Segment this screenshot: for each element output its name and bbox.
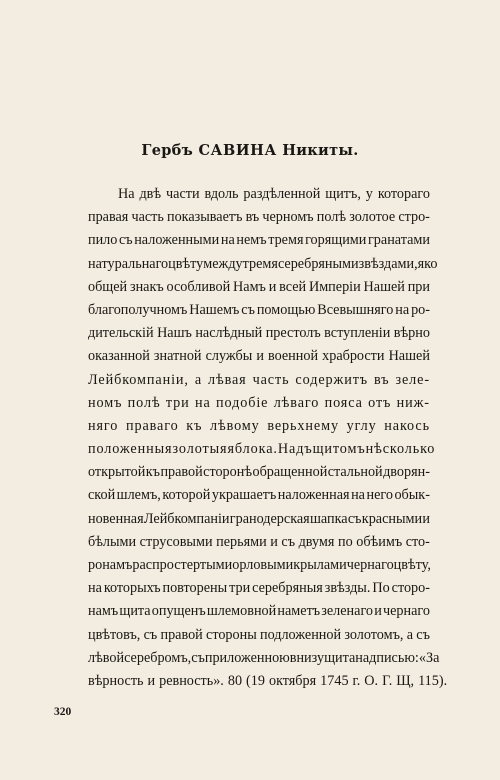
paragraph-line: На двѣ части вдоль раздѣленной щитъ, у котораго (118, 186, 430, 202)
paragraph-line: общей знакъ особливой Намъ и всей Имперіи Нашей при (88, 278, 430, 295)
paragraph-line: ской шлемъ, которой украшаетъ наложенная на него обык- (88, 487, 430, 504)
paragraph-line: благополучномъ Нашемъ съ помощью Всевышняго на ро- (88, 301, 430, 318)
paragraph-line: на которыхъ повторены три серебряныя звѣзды. По сторо- (88, 580, 430, 597)
paragraph-line: ронамъ распростертыми орловыми крылами чернаго цвѣту, (88, 557, 431, 573)
paragraph-line: открытой къ правой сторонѣ обращенной стальной дворян- (88, 464, 430, 481)
page-title (0, 142, 500, 159)
paragraph-line: Лейбкомпаніи, а лѣвая часть содержитъ въ зеле- (88, 371, 430, 388)
body-paragraph (88, 183, 448, 693)
paragraph-line: номъ полѣ три на подобіе лѣваго пояса отъ ниж- (88, 394, 430, 411)
paragraph-line: цвѣтовъ, съ правой стороны подложенной золотомъ, а съ (88, 626, 430, 643)
title-surname: САВИНА (198, 142, 277, 159)
paragraph-line: натуральнаго цвѣту между тремя серебряными звѣздами, яко (88, 255, 438, 272)
paragraph-line: правая часть показываетъ въ черномъ полѣ золотое стро- (88, 209, 430, 226)
title-prefix: Гербъ (141, 142, 194, 159)
paragraph-line: бѣлыми струсовыми перьями и съ двумя по обѣимъ сто- (88, 533, 430, 550)
paragraph-line: пило съ наложенными на немъ тремя горящими гранатами (88, 232, 430, 249)
paragraph-line: дительскій Нашъ наслѣдный престолъ вступленіи вѣрно (88, 325, 430, 342)
page-number: 320 (54, 706, 72, 718)
paragraph-line: новенная Лейбкомпаніи гранодерская шапка съ красными и (88, 510, 430, 527)
paragraph-line: няго праваго къ лѣвому верьхнему углу накось (88, 417, 430, 434)
paragraph-line: положенныя золотыя яблока. Надъ щитомъ нѣсколько (88, 441, 436, 458)
paragraph-line: вѣрность и ревность». 80 (19 октября 1745 г. О. Г. Щ, 115). (88, 672, 448, 689)
title-name: Никиты. (282, 142, 359, 159)
paragraph-line: лѣвой серебромъ, съ приложенною внизу щита надписью: «За (88, 649, 440, 666)
paragraph-line: намъ щита опущенъ шлемовной наметъ зеленаго и чернаго (88, 603, 430, 620)
paragraph-line: оказанной знатной службы и военной храбрости Нашей (88, 348, 430, 365)
